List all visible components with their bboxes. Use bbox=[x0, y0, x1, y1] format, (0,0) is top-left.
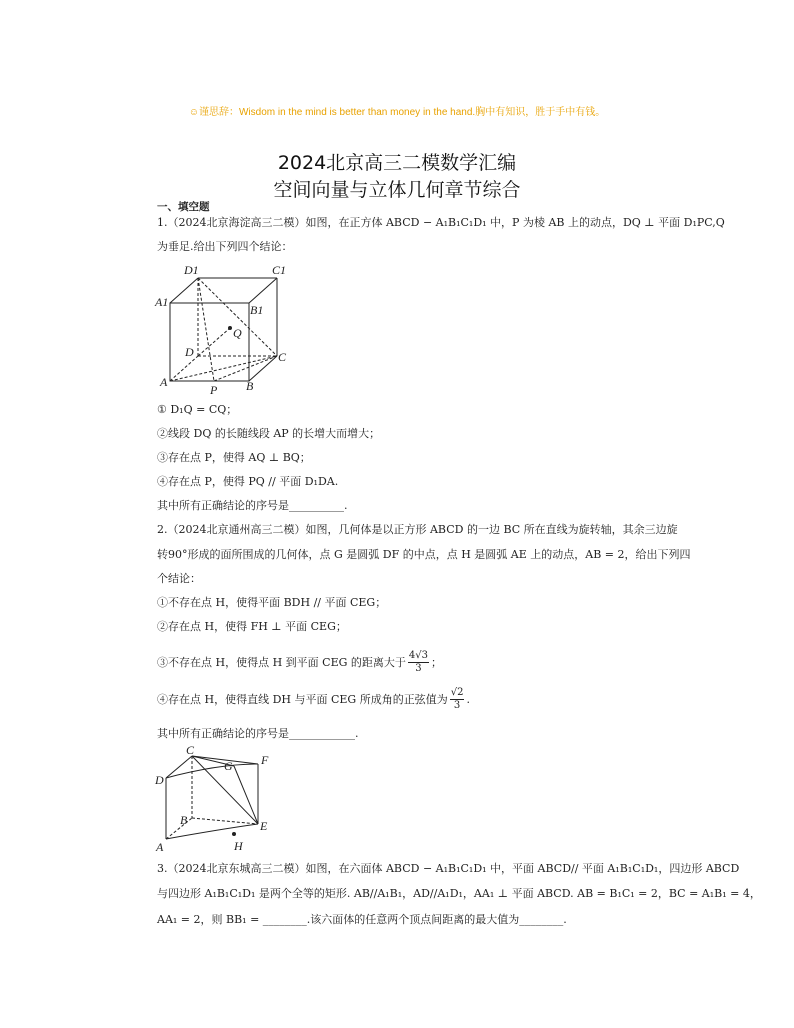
label-h: H bbox=[234, 839, 243, 853]
label-c: C bbox=[278, 350, 287, 364]
q3-stem-line2: 与四边形 A₁B₁C₁D₁ 是两个全等的矩形. AB//A₁B₁，AD//A₁D₁，AA₁ ⊥ 平面 ABCD. AB = B₁C₁ = 2，BC = A₁B₁ = 4， bbox=[157, 887, 761, 900]
frac3-tail: ； bbox=[431, 655, 443, 669]
q1-option-2: ②线段 DQ 的长随线段 AP 的长增大而增大； bbox=[157, 427, 381, 440]
label-q: Q bbox=[233, 326, 242, 340]
document-subtitle: 空间向量与立体几何章节综合 bbox=[273, 179, 521, 201]
q2-option-3: ③不存在点 H，使得点 H 到平面 CEG 的距离大于 bbox=[157, 655, 406, 669]
q1-option-3: ③存在点 P，使得 AQ ⊥ BQ； bbox=[157, 451, 311, 464]
label-b: B bbox=[246, 379, 254, 393]
label-f: F bbox=[261, 753, 269, 767]
q1-stem-line1: 1.（2024北京海淀高三二模）如图，在正方体 ABCD − A₁B₁C₁D₁ 中，P 为棱 AB 上的动点，DQ ⊥ 平面 D₁PC,Q bbox=[157, 216, 725, 229]
q2-stem-line3: 个结论： bbox=[157, 572, 201, 585]
label-c1: C1 bbox=[272, 263, 287, 277]
label-b1: B1 bbox=[250, 303, 264, 317]
q2-answer-prompt: 其中所有正确结论的序号是____________. bbox=[157, 727, 359, 740]
q2-option-3-fraction bbox=[408, 650, 429, 675]
q2-option-3-row bbox=[157, 650, 442, 675]
label-d: D bbox=[155, 773, 164, 787]
q3-stem-line1: 3.（2024北京东城高三二模）如图，在六面体 ABCD − A₁B₁C₁D₁ 中，平面 ABCD// 平面 A₁B₁C₁D₁，四边形 ABCD bbox=[157, 862, 740, 875]
frac4-denominator: 3 bbox=[453, 700, 461, 711]
q2-stem-line1: 2.（2024北京通州高三二模）如图，几何体是以正方形 ABCD 的一边 BC 所在直线为旋转轴，其余三边旋 bbox=[157, 523, 678, 536]
label-d: D bbox=[185, 345, 194, 359]
frac4-tail: . bbox=[466, 692, 470, 706]
label-a: A bbox=[160, 375, 168, 389]
label-b: B bbox=[180, 813, 188, 827]
label-a1: A1 bbox=[155, 295, 169, 309]
q3-stem-line3: AA₁ = 2，则 BB₁ = ________.该六面体的任意两个顶点间距离的最大值为________. bbox=[157, 913, 567, 926]
label-g: G bbox=[224, 759, 233, 773]
q1-option-4: ④存在点 P，使得 PQ // 平面 D₁DA. bbox=[157, 475, 339, 488]
q2-option-2: ②存在点 H，使得 FH ⊥ 平面 CEG； bbox=[157, 620, 347, 633]
q2-stem-line2: 转90°形成的面所围成的几何体，点 G 是圆弧 DF 的中点，点 H 是圆弧 AE 上的动点，AB = 2，给出下列四 bbox=[157, 548, 691, 561]
q1-option-1: ① D₁Q = CQ； bbox=[157, 403, 238, 416]
label-e: E bbox=[260, 819, 268, 833]
q2-option-4: ④存在点 H，使得直线 DH 与平面 CEG 所成角的正弦值为 bbox=[157, 692, 448, 706]
frac3-denominator: 3 bbox=[415, 663, 422, 674]
label-c: C bbox=[186, 744, 195, 757]
q2-option-4-fraction bbox=[450, 687, 465, 712]
header-motto: ☺谨思辞：Wisdom in the mind is better than money in the hand.胸中有知识，胜于手中有钱。 bbox=[188, 107, 606, 118]
q1-answer-prompt: 其中所有正确结论的序号是__________. bbox=[157, 499, 348, 512]
point-h-dot bbox=[232, 832, 236, 836]
label-d1: D1 bbox=[184, 263, 199, 277]
document-title: 2024北京高三二模数学汇编 bbox=[277, 152, 517, 174]
q1-cube-figure bbox=[150, 258, 300, 398]
frac3-numerator: 4√3 bbox=[408, 650, 429, 661]
q2-option-4-row bbox=[157, 687, 470, 712]
q1-stem-line2: 为垂足.给出下列四个结论： bbox=[157, 240, 293, 253]
frac4-numerator: √2 bbox=[450, 687, 464, 698]
q2-solid-figure bbox=[150, 744, 290, 854]
q2-option-1: ①不存在点 H，使得平面 BDH // 平面 CEG； bbox=[157, 596, 387, 609]
point-q-dot bbox=[228, 326, 232, 330]
label-p: P bbox=[210, 383, 218, 397]
label-a: A bbox=[156, 840, 164, 854]
section-heading: 一、填空题 bbox=[157, 201, 210, 213]
